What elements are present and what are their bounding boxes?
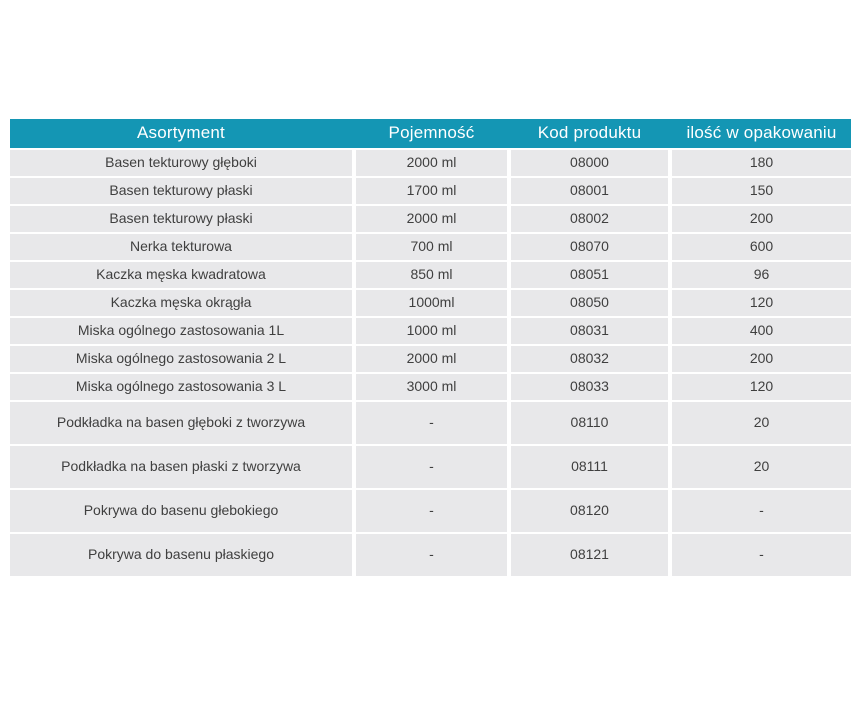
cell-product-code: 08032	[511, 346, 668, 372]
table-row	[10, 178, 851, 204]
cell-pack-quantity: -	[672, 490, 851, 532]
cell-assortment: Podkładka na basen głęboki z tworzywa	[10, 402, 352, 444]
cell-product-code: 08110	[511, 402, 668, 444]
cell-pack-quantity: 20	[672, 446, 851, 488]
cell-pack-quantity: -	[672, 534, 851, 576]
cell-product-code: 08001	[511, 178, 668, 204]
table-row	[10, 150, 851, 176]
table-row	[10, 318, 851, 344]
cell-capacity: 1700 ml	[356, 178, 507, 204]
table-row	[10, 374, 851, 400]
table-row	[10, 206, 851, 232]
cell-assortment: Basen tekturowy płaski	[10, 178, 352, 204]
cell-capacity: 1000ml	[356, 290, 507, 316]
cell-product-code: 08050	[511, 290, 668, 316]
cell-assortment: Miska ogólnego zastosowania 1L	[10, 318, 352, 344]
table-row	[10, 234, 851, 260]
cell-capacity: -	[356, 534, 507, 576]
cell-product-code: 08120	[511, 490, 668, 532]
cell-capacity: -	[356, 402, 507, 444]
cell-pack-quantity: 96	[672, 262, 851, 288]
cell-pack-quantity: 150	[672, 178, 851, 204]
cell-assortment: Basen tekturowy głęboki	[10, 150, 352, 176]
cell-assortment: Kaczka męska kwadratowa	[10, 262, 352, 288]
table-row	[10, 402, 851, 444]
table-row	[10, 262, 851, 288]
cell-pack-quantity: 200	[672, 206, 851, 232]
cell-capacity: 700 ml	[356, 234, 507, 260]
table-row	[10, 290, 851, 316]
header-cell-pack-quantity: ilość w opakowaniu	[686, 123, 837, 143]
cell-capacity: 2000 ml	[356, 206, 507, 232]
cell-pack-quantity: 20	[672, 402, 851, 444]
cell-capacity: 850 ml	[356, 262, 507, 288]
cell-product-code: 08000	[511, 150, 668, 176]
cell-capacity: 1000 ml	[356, 318, 507, 344]
cell-assortment: Miska ogólnego zastosowania 2 L	[10, 346, 352, 372]
table-row	[10, 534, 851, 576]
header-cell-assortment: Asortyment	[137, 123, 225, 143]
cell-assortment: Basen tekturowy płaski	[10, 206, 352, 232]
cell-product-code: 08051	[511, 262, 668, 288]
cell-assortment: Nerka tekturowa	[10, 234, 352, 260]
cell-assortment: Podkładka na basen płaski z tworzywa	[10, 446, 352, 488]
cell-capacity: 2000 ml	[356, 150, 507, 176]
cell-pack-quantity: 600	[672, 234, 851, 260]
header-cell-capacity: Pojemność	[388, 123, 475, 143]
cell-assortment: Miska ogólnego zastosowania 3 L	[10, 374, 352, 400]
cell-pack-quantity: 180	[672, 150, 851, 176]
table-row	[10, 446, 851, 488]
header-cell-product-code: Kod produktu	[537, 123, 642, 143]
cell-product-code: 08002	[511, 206, 668, 232]
cell-capacity: 2000 ml	[356, 346, 507, 372]
cell-pack-quantity: 120	[672, 374, 851, 400]
table-row	[10, 490, 851, 532]
table-header-row	[10, 119, 851, 148]
cell-capacity: 3000 ml	[356, 374, 507, 400]
table-row	[10, 346, 851, 372]
cell-product-code: 08033	[511, 374, 668, 400]
cell-product-code: 08070	[511, 234, 668, 260]
cell-assortment: Kaczka męska okrągła	[10, 290, 352, 316]
cell-assortment: Pokrywa do basenu głebokiego	[10, 490, 352, 532]
cell-pack-quantity: 200	[672, 346, 851, 372]
table-body	[10, 150, 851, 576]
cell-capacity: -	[356, 446, 507, 488]
cell-product-code: 08121	[511, 534, 668, 576]
cell-pack-quantity: 400	[672, 318, 851, 344]
cell-product-code: 08031	[511, 318, 668, 344]
cell-capacity: -	[356, 490, 507, 532]
product-table	[10, 119, 851, 578]
cell-product-code: 08111	[511, 446, 668, 488]
cell-pack-quantity: 120	[672, 290, 851, 316]
cell-assortment: Pokrywa do basenu płaskiego	[10, 534, 352, 576]
